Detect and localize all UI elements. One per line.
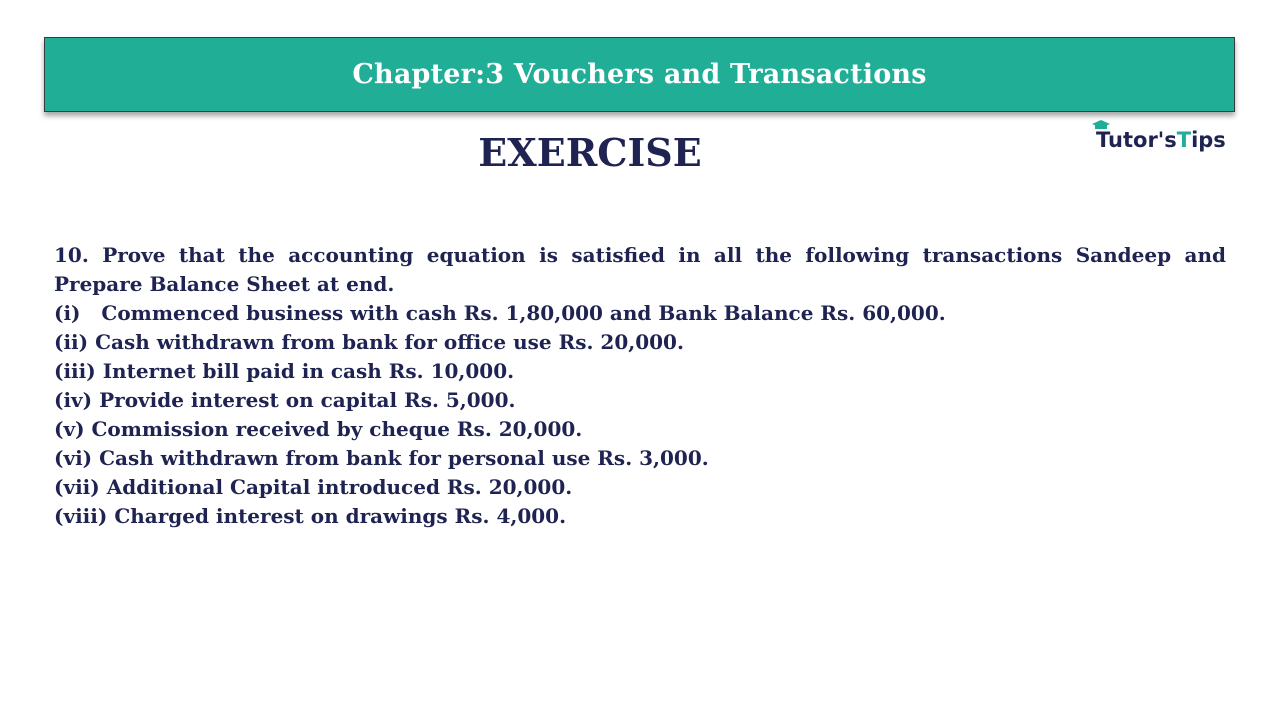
- item-label: (v): [54, 417, 85, 441]
- list-item: [54, 415, 1226, 444]
- list-item: [54, 386, 1226, 415]
- question-text: 10. Prove that the accounting equation is satisfied in all the following transactions Sandeep and Prepare Balance Sheet at end.: [54, 243, 1226, 296]
- logo-text-ips: ips: [1191, 128, 1226, 152]
- logo-text-t1: T: [1096, 128, 1109, 152]
- item-label: (vii): [54, 475, 100, 499]
- list-item: [54, 473, 1226, 502]
- item-text: Cash withdrawn from bank for office use Rs. 20,000.: [95, 330, 684, 354]
- item-label: (iii): [54, 359, 96, 383]
- item-label: (i): [54, 301, 81, 325]
- item-text: Internet bill paid in cash Rs. 10,000.: [102, 359, 515, 383]
- item-label: (viii): [54, 504, 108, 528]
- chapter-title: Chapter:3 Vouchers and Transactions: [352, 59, 927, 90]
- item-text: Commission received by cheque Rs. 20,000.: [91, 417, 583, 441]
- chapter-header-banner: [44, 37, 1235, 112]
- item-text: Additional Capital introduced Rs. 20,000.: [106, 475, 573, 499]
- list-item: [54, 299, 1226, 328]
- item-text: Commenced business with cash Rs. 1,80,000 and Bank Balance Rs. 60,000.: [101, 301, 946, 325]
- list-item: [54, 328, 1226, 357]
- transaction-list: [54, 299, 1226, 531]
- exercise-heading: EXERCISE: [478, 130, 702, 175]
- list-item: [54, 444, 1226, 473]
- list-item: [54, 502, 1226, 531]
- item-text: Provide interest on capital Rs. 5,000.: [99, 388, 516, 412]
- item-text: Cash withdrawn from bank for personal use Rs. 3,000.: [99, 446, 709, 470]
- item-label: (vi): [54, 446, 93, 470]
- list-item: [54, 357, 1226, 386]
- item-label: (ii): [54, 330, 89, 354]
- logo-text-utors: utor's: [1108, 128, 1177, 152]
- question-content: [54, 241, 1226, 531]
- logo-text: [1096, 120, 1226, 160]
- item-label: (iv): [54, 388, 93, 412]
- item-text: Charged interest on drawings Rs. 4,000.: [114, 504, 567, 528]
- logo-text-t2: T: [1176, 128, 1192, 152]
- tutors-tips-logo: [1088, 120, 1226, 160]
